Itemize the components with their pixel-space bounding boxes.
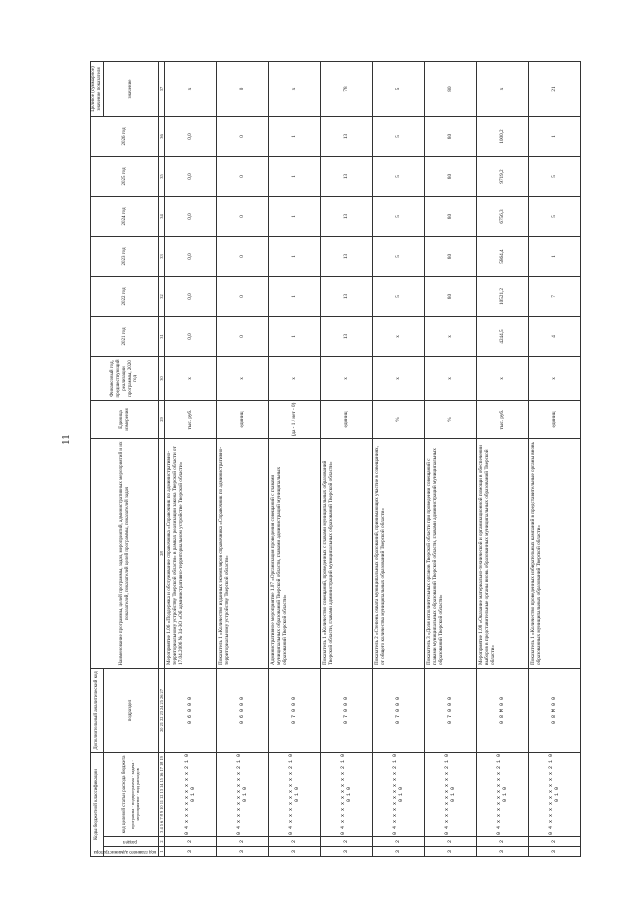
row-description: Мероприятие 1.06 «Поддержка и обслуживание справочника «Справочник по административно-территориальному устройству Тверской области» в рамках реализации закона Тверской области от 17.04.2006 № 34-ЗО «Об административно-территориальном устройстве Тверской области»	[165, 438, 217, 668]
header-kcsr-sub: программа · подпрограмма · задача · мероприятие · вид расходов	[129, 760, 140, 829]
row-description: Показатель 3 «Доля исполнительных органов Тверской области при проведении совещаний с главами муниципальных образований Тверской области, главами администраций муниципальных образований Тверской области»	[425, 438, 477, 668]
row-base-value: х	[269, 356, 321, 400]
column-number-cell: 2	[159, 837, 165, 847]
row-unit: единиц	[529, 400, 581, 438]
code-admin-cell: 3	[269, 847, 321, 857]
row-year-value-2024: 5	[373, 196, 425, 236]
row-target-value: 0	[217, 61, 269, 116]
code-dop-cell: 0 7 0 0 0	[373, 668, 425, 752]
table-body	[165, 61, 581, 856]
table-row	[529, 61, 581, 856]
header-admin-code: код главного администратора	[103, 847, 159, 857]
row-description: Показатель 1 «Количество изданных экземпляров справочника «Справочник по административно-территориальному устройству Тверской области»	[217, 438, 269, 668]
code-kcsr-cell: 0 4 х х х х х х х х х 2 1 0 0 1 0	[529, 752, 581, 836]
row-target-value: х	[165, 61, 217, 116]
row-unit: единиц	[321, 400, 373, 438]
table-row	[477, 61, 529, 856]
header-kcsr-label: код целевой статьи расхода бюджета	[121, 755, 127, 834]
row-year-value-2026: 80	[425, 116, 477, 156]
row-year-value-2022: 0	[217, 276, 269, 316]
row-year-value-2022: 7	[529, 276, 581, 316]
row-year-value-2023: 5864,4	[477, 236, 529, 276]
row-year-value-2024: 80	[425, 196, 477, 236]
row-year-value-2022: 80	[425, 276, 477, 316]
header-fin-year: Финансовый год, предшествующий реализации программы, 2020 год	[91, 356, 159, 400]
column-number-cell: 30	[159, 356, 165, 400]
header-y2021: 2021 год	[91, 316, 159, 356]
code-admin-cell: 3	[373, 847, 425, 857]
code-admin-cell: 3	[165, 847, 217, 857]
column-number-cell: 32	[159, 276, 165, 316]
header-kbk-group: Коды бюджетной классификации	[91, 752, 104, 856]
row-year-value-2023: 80	[425, 236, 477, 276]
column-number-cell: 28	[159, 438, 165, 668]
code-admin-cell: 3	[425, 847, 477, 857]
row-description: Показатель 2 «Степень охвата муниципальных образований, принимающих участие в совещаниях, от общего количества муниципальных образований Тверской области»	[373, 438, 425, 668]
code-dop-cell: 0 7 0 0 0	[425, 668, 477, 752]
row-year-value-2021: х	[425, 316, 477, 356]
row-year-value-2024: 0,0	[165, 196, 217, 236]
code-razdel-cell: 2	[477, 837, 529, 847]
code-kcsr-cell: 0 4 х х х х х х х х х 2 1 0 0 1 0	[269, 752, 321, 836]
row-year-value-2021: х	[373, 316, 425, 356]
code-razdel-cell: 2	[217, 837, 269, 847]
row-unit: тыс. руб.	[165, 400, 217, 438]
row-base-value: х	[477, 356, 529, 400]
row-year-value-2022: 0,0	[165, 276, 217, 316]
code-razdel-cell: 2	[321, 837, 373, 847]
row-year-value-2025: 1	[269, 156, 321, 196]
row-year-value-2025: 13	[321, 156, 373, 196]
row-year-value-2021: 13	[321, 316, 373, 356]
header-y2024: 2024 год	[91, 196, 159, 236]
code-razdel-cell: 2	[165, 837, 217, 847]
row-base-value: х	[321, 356, 373, 400]
row-year-value-2022: 13	[321, 276, 373, 316]
row-year-value-2021: 4	[529, 316, 581, 356]
row-target-value: 80	[425, 61, 477, 116]
page-number: 11	[60, 434, 72, 445]
row-year-value-2026: 13	[321, 116, 373, 156]
table-row	[217, 61, 269, 856]
column-number-cell: 35	[159, 156, 165, 196]
row-year-value-2023: 0	[217, 236, 269, 276]
column-number-cell: 20 21 22 23 24 25 26 27	[159, 668, 165, 752]
header-y2022: 2022 год	[91, 276, 159, 316]
header-dop-group: Дополнительный аналитический код	[91, 668, 104, 752]
row-year-value-2021: 4244,5	[477, 316, 529, 356]
column-number-cell: 36	[159, 116, 165, 156]
row-year-value-2023: 1	[529, 236, 581, 276]
row-base-value: х	[425, 356, 477, 400]
table-row	[373, 61, 425, 856]
row-year-value-2024: 5	[529, 196, 581, 236]
header-target-group: Целевое (суммарное) значение показателя	[91, 61, 104, 116]
header-name-col: Наименование программы, целей программы, задач, мероприятий, административных мероприятий и их показателей, показателей целей программы, показателей задач	[91, 438, 159, 668]
code-kcsr-cell: 0 4 х х х х х х х х х 2 1 0 0 1 0	[425, 752, 477, 836]
row-year-value-2026: 0,0	[165, 116, 217, 156]
code-dop-cell: 0 7 0 0 0	[321, 668, 373, 752]
program-table	[90, 61, 581, 857]
code-razdel-cell: 2	[269, 837, 321, 847]
row-year-value-2025: 9719,2	[477, 156, 529, 196]
column-number-cell: 37	[159, 61, 165, 116]
row-year-value-2021: 1	[269, 316, 321, 356]
row-year-value-2022: 1	[269, 276, 321, 316]
row-base-value: х	[373, 356, 425, 400]
row-year-value-2026: 1	[269, 116, 321, 156]
row-description: Показатель 1 «Количество совещаний, проведенных с главами муниципальных образований Тверской области, главами администраций муниципальных образований Тверской области»	[321, 438, 373, 668]
code-dop-cell: 0 8 М 0 0	[477, 668, 529, 752]
column-number-cell: 31	[159, 316, 165, 356]
header-unit: Единица измерения	[91, 400, 159, 438]
row-unit: (да - 1 / нет - 0)	[269, 400, 321, 438]
row-target-value: 5	[373, 61, 425, 116]
row-year-value-2026: 1	[529, 116, 581, 156]
row-target-value: х	[269, 61, 321, 116]
column-number-cell: 3 4 5 6 7 8 9 10 11 12 13 14 15 16 17 18 19	[159, 752, 165, 836]
row-year-value-2023: 1	[269, 236, 321, 276]
header-y2023: 2023 год	[91, 236, 159, 276]
column-number-cell: 34	[159, 196, 165, 236]
code-dop-cell: 0 6 0 0 0	[217, 668, 269, 752]
code-razdel-cell: 2	[373, 837, 425, 847]
row-year-value-2025: 0	[217, 156, 269, 196]
row-unit: тыс. руб.	[477, 400, 529, 438]
row-year-value-2026: 1000,2	[477, 116, 529, 156]
row-year-value-2025: 5	[373, 156, 425, 196]
row-year-value-2022: 10521,2	[477, 276, 529, 316]
header-row-groups	[91, 61, 104, 856]
row-year-value-2021: 0	[217, 316, 269, 356]
row-description: Административное мероприятие 1.07 «Организация проведения совещаний с главами муниципальных образований Тверской области, главами администраций муниципальных образований Тверской области»	[269, 438, 321, 668]
header-target-value: значение	[103, 61, 159, 116]
header-kcsr	[103, 752, 159, 836]
row-year-value-2025: 5	[529, 156, 581, 196]
code-dop-cell: 0 6 0 0 0	[165, 668, 217, 752]
row-target-value: 78	[321, 61, 373, 116]
row-year-value-2023: 13	[321, 236, 373, 276]
row-year-value-2024: 1	[269, 196, 321, 236]
code-kcsr-cell: 0 4 х х х х х х х х х 2 1 0 0 1 0	[321, 752, 373, 836]
row-year-value-2026: 5	[373, 116, 425, 156]
code-kcsr-cell: 0 4 х х х х х х х х х 2 1 0 0 1 0	[477, 752, 529, 836]
code-kcsr-cell: 0 4 х х х х х х х х х 2 1 0 0 1 0	[373, 752, 425, 836]
code-kcsr-cell: 0 4 х х х х х х х х х 2 1 0 0 1 0	[165, 752, 217, 836]
row-description: Показатель 1 «Количество проведенных избирательных кампаний в представительные органы вновь образованных муниципальных образований Тверской области»	[529, 438, 581, 668]
row-year-value-2021: 0,0	[165, 316, 217, 356]
row-target-value: х	[477, 61, 529, 116]
header-razdel: раздел	[103, 837, 159, 847]
header-y2026: 2026 год	[91, 116, 159, 156]
row-year-value-2024: 6756,3	[477, 196, 529, 236]
code-admin-cell: 3	[529, 847, 581, 857]
table-row	[269, 61, 321, 856]
row-year-value-2025: 0,0	[165, 156, 217, 196]
code-admin-cell: 3	[477, 847, 529, 857]
row-base-value: х	[165, 356, 217, 400]
row-year-value-2022: 5	[373, 276, 425, 316]
code-dop-cell: 0 8 М 0 0	[529, 668, 581, 752]
row-base-value: х	[529, 356, 581, 400]
row-unit: %	[425, 400, 477, 438]
column-number-cell: 33	[159, 236, 165, 276]
code-admin-cell: 3	[321, 847, 373, 857]
header-y2025: 2025 год	[91, 156, 159, 196]
row-unit: единиц	[217, 400, 269, 438]
table-row	[321, 61, 373, 856]
row-year-value-2024: 0	[217, 196, 269, 236]
header-podrazdel: подраздел	[103, 668, 159, 752]
column-number-cell: 1	[159, 847, 165, 857]
code-kcsr-cell: 0 4 х х х х х х х х х 2 1 0 0 1 0	[217, 752, 269, 836]
row-unit: %	[373, 400, 425, 438]
program-table-container	[90, 62, 610, 857]
code-razdel-cell: 2	[425, 837, 477, 847]
code-razdel-cell: 2	[529, 837, 581, 847]
column-number-cell: 29	[159, 400, 165, 438]
code-admin-cell: 3	[217, 847, 269, 857]
row-year-value-2025: 80	[425, 156, 477, 196]
rotated-sheet	[90, 62, 610, 857]
row-year-value-2024: 13	[321, 196, 373, 236]
row-year-value-2023: 5	[373, 236, 425, 276]
code-dop-cell: 0 7 0 0 0	[269, 668, 321, 752]
row-description: Мероприятие 1.08 «Оказание материально-технической и организационной помощи в обеспечении выборов в представительные органы вновь образованных муниципальных образований Тверской области»	[477, 438, 529, 668]
row-year-value-2026: 0	[217, 116, 269, 156]
row-year-value-2023: 0,0	[165, 236, 217, 276]
row-target-value: 21	[529, 61, 581, 116]
table-row	[425, 61, 477, 856]
table-row	[165, 61, 217, 856]
row-base-value: х	[217, 356, 269, 400]
